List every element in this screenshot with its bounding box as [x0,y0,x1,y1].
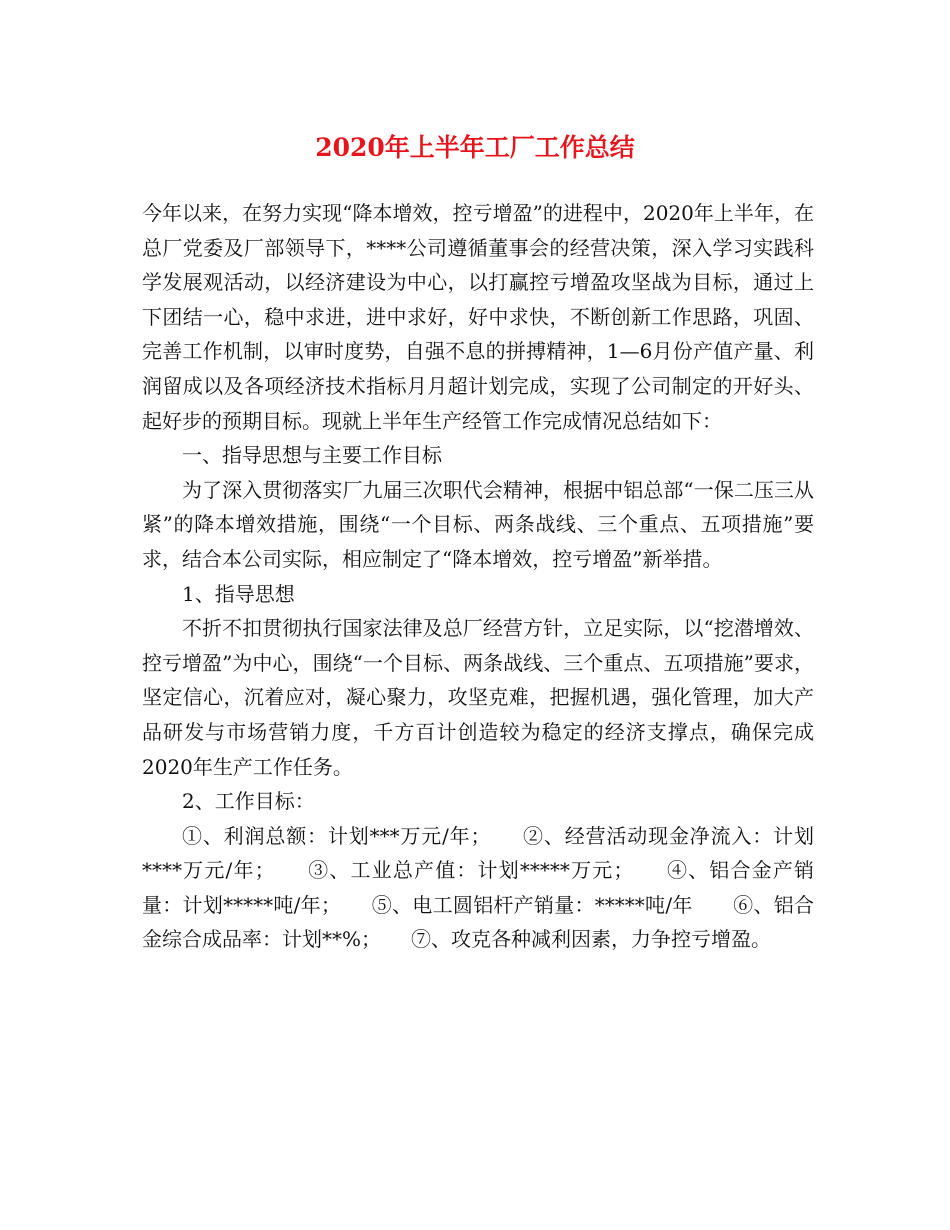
document-body [142,196,814,957]
subheading-work-goals: 2、工作目标： [182,789,315,814]
guiding-principles-paragraph: 不折不扣贯彻执行国家法律及总厂经营方针，立足实际，以“挖潜增效、控亏增盈”为中心，围绕“一个目标、两条战线、三个重点、五项措施”要求，坚定信心，沉着应对，凝心聚力，攻坚克难，把握机遇，强化管理，加大产品研发与市场营销力度，千方百计创造较为稳定的经济支撑点，确保完成2020年生产工作任务。 [142,616,814,779]
subheading-guiding-principles: 1、指导思想 [182,581,295,606]
section-heading-guiding-principles-and-goals: 一、指导思想与主要工作目标 [182,443,442,468]
work-goals-paragraph: ①、利润总额：计划***万元/年； ②、经营活动现金净流入：计划****万元/年； ③、工业总产值：计划*****万元； ④、铝合金产销量：计划*****吨/年； ⑤、电工圆铝杆产销量：*****吨/年 ⑥、铝合金综合成品率：计划**%； ⑦、攻克各种减利因素，力争控亏增盈。 [142,823,814,952]
document-title: 2020年上半年工厂工作总结 [315,133,635,162]
section-paragraph-background: 为了深入贯彻落实厂九届三次职代会精神，根据中铝总部“一保二压三从紧”的降本增效措施，围绕“一个目标、两条战线、三个重点、五项措施”要求，结合本公司实际，相应制定了“降本增效，控亏增盈”新举措。 [142,477,814,571]
intro-paragraph: 今年以来，在努力实现“降本增效，控亏增盈”的进程中，2020年上半年，在总厂党委及厂部领导下，****公司遵循董事会的经营决策，深入学习实践科学发展观活动，以经济建设为中心，以打赢控亏增盈攻坚战为目标，通过上下团结一心，稳中求进，进中求好，好中求快，不断创新工作思路，巩固、完善工作机制，以审时度势，自强不息的拼搏精神，1—6月份产值产量、利润留成以及各项经济技术指标月月超计划完成，实现了公司制定的开好头、起好步的预期目标。现就上半年生产经管工作完成情况总结如下： [142,201,814,433]
